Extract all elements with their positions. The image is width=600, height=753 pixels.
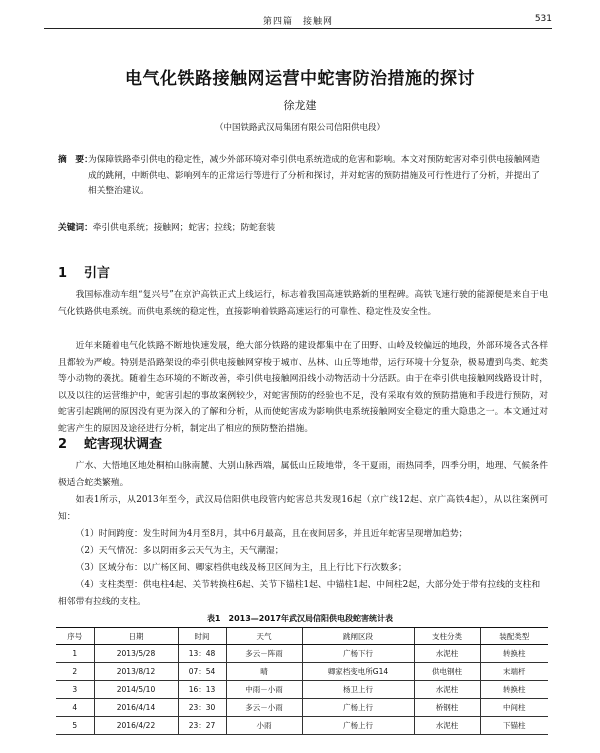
section-label: 第四篇 接触网: [262, 17, 333, 27]
keywords-label: 关键词：: [58, 223, 93, 233]
paragraph: 广水、大悟地区地处桐柏山脉南麓、大别山脉西端，属低山丘陵地带，冬干夏雨，雨热同季，四季分明，地理、气候条件极适合蛇类繁殖。: [58, 461, 548, 488]
table-cell: 转换柱: [480, 645, 548, 663]
paper-title: 电气化铁路接触网运营中蛇害防治措施的探讨: [125, 69, 475, 89]
section-number: 1: [58, 266, 68, 281]
column-header: 支柱分类: [414, 628, 480, 645]
table-cell: 1: [56, 645, 94, 663]
table-row: [56, 681, 548, 699]
table-cell: 2014/5/10: [94, 681, 178, 699]
running-header: [44, 12, 552, 30]
table-cell: 水泥柱: [414, 717, 480, 735]
list-item: （3）区域分布：以广杨区间、卿家档供电线及杨卫区间为主，且上行比下行次数多；: [75, 563, 407, 573]
table-cell: 多云－阵雨: [226, 645, 302, 663]
table-cell: 水泥柱: [414, 681, 480, 699]
table-caption: 表1 2013—2017年武汉局信阳供电段蛇害统计表: [206, 614, 394, 623]
table-header-row: [56, 628, 548, 645]
table-row: [56, 717, 548, 735]
abstract-label: 摘 要：: [58, 155, 93, 165]
page-number: 531: [534, 14, 552, 24]
list-item: （1）时间跨度：发生时间为4月至8月，其中6月最高，且在夜间居多，并且近年蛇害呈现增加趋势；: [75, 529, 468, 539]
table-cell: 中间柱: [480, 699, 548, 717]
table-cell: 下锚柱: [480, 717, 548, 735]
header-rule: [44, 28, 552, 29]
keywords: [58, 221, 548, 233]
snake-incident-table: [56, 627, 548, 735]
section-title: 蛇害现状调查: [84, 437, 163, 452]
list-item: （2）天气情况：多以阴雨多云天气为主，天气潮湿；: [75, 546, 284, 556]
table-row: [56, 645, 548, 663]
section-number: 2: [58, 437, 68, 452]
table-cell: 中雨－小雨: [226, 681, 302, 699]
table-cell: 3: [56, 681, 94, 699]
abstract-text: 为保障铁路牵引供电的稳定性，减少外部环境对牵引供电系统造成的危害和影响。本文对预防蛇害对牵引供电接触网造成的跳闸，中断供电、影响列车的正常运行等进行了分析和探讨，并对蛇害的预防措施及可行性进行了分析，并提出了相关整治建议。: [88, 155, 540, 196]
table-cell: 供电钢柱: [414, 663, 480, 681]
table-cell: 2: [56, 663, 94, 681]
table-cell: 23：27: [178, 717, 226, 735]
table-cell: 2016/4/22: [94, 717, 178, 735]
table-cell: 07：54: [178, 663, 226, 681]
table-row: [56, 663, 548, 681]
column-header: 跳闸区段: [302, 628, 414, 645]
table-cell: 13：48: [178, 645, 226, 663]
table-cell: 转换柱: [480, 681, 548, 699]
table-cell: 23：30: [178, 699, 226, 717]
table-cell: 末端杆: [480, 663, 548, 681]
column-header: 序号: [56, 628, 94, 645]
table-row: [56, 699, 548, 717]
section-2-heading: [58, 433, 162, 452]
table-cell: 杨卫上行: [302, 681, 414, 699]
column-header: 装配类型: [480, 628, 548, 645]
table-cell: 卿家档变电所G14: [302, 663, 414, 681]
table-cell: 4: [56, 699, 94, 717]
column-header: 日期: [94, 628, 178, 645]
list-item: （4）支柱类型：供电柱4起、关节转换柱6起、关节下锚柱1起、中锚柱1起、中间柱2起，大部分处于带有拉线的支柱和相邻带有拉线的支柱。: [58, 580, 541, 607]
table-cell: 5: [56, 717, 94, 735]
table-cell: 16：13: [178, 681, 226, 699]
section-1-heading: [58, 262, 110, 281]
table-cell: 水泥柱: [414, 645, 480, 663]
abstract: [58, 153, 548, 200]
table-cell: 广杨上行: [302, 717, 414, 735]
column-header: 时间: [178, 628, 226, 645]
table-cell: 桥钢柱: [414, 699, 480, 717]
table-cell: 2013/5/28: [94, 645, 178, 663]
table-cell: 广杨下行: [302, 645, 414, 663]
table-cell: 小雨: [226, 717, 302, 735]
table-cell: 广杨上行: [302, 699, 414, 717]
paragraph: 如表1所示，从2013年至今，武汉局信阳供电段管内蛇害总共发现16起（京广线12起、京广高铁4起），从以往案例可知：: [58, 495, 548, 522]
table-cell: 多云－小雨: [226, 699, 302, 717]
column-header: 天气: [226, 628, 302, 645]
table-cell: 2013/8/12: [94, 663, 178, 681]
affiliation: （中国铁路武汉局集团有限公司信阳供电段）: [214, 123, 385, 133]
keywords-text: 牵引供电系统；接触网；蛇害；拉线；防蛇套装: [92, 223, 276, 233]
author: 徐龙建: [283, 99, 317, 112]
table-cell: 2016/4/14: [94, 699, 178, 717]
paragraph: 我国标准动车组“复兴号”在京沪高铁正式上线运行，标志着我国高速铁路新的里程碑。高铁飞速行驶的能源便是来自于电气化铁路供电系统。而供电系统的稳定性，直接影响着铁路高速运行的可靠性、稳定性及安全性。: [58, 290, 548, 317]
paragraph: 近年来随着电气化铁路不断地快速发展，绝大部分铁路的建设都集中在了田野、山岭及较偏远的地段，外部环境各式各样且都较为严峻。特别是沿路架设的牵引供电接触网穿梭于城市、丛林、山丘等地带，运行环境十分复杂，极易遭到鸟类、蛇类等小动物的袭扰。随着生态环境的不断改善，牵引供电接触网沿线小动物活动十分活跃。由于在牵引供电接触网线路设计时，以及以往的运营维护中，蛇害引起的事故案例较少，对蛇害预防的经验也不足，没有采取有效的预防措施和手段进行预防，对蛇害引起跳闸的原因没有更为深入的了解和分析，从而使蛇害成为影响供电系统接触网安全稳定的重大隐患之一。本文通过对蛇害产生的原因及途径进行分析，制定出了相应的预防整治措施。: [58, 341, 548, 434]
table-cell: 晴: [226, 663, 302, 681]
section-title: 引言: [84, 266, 111, 281]
